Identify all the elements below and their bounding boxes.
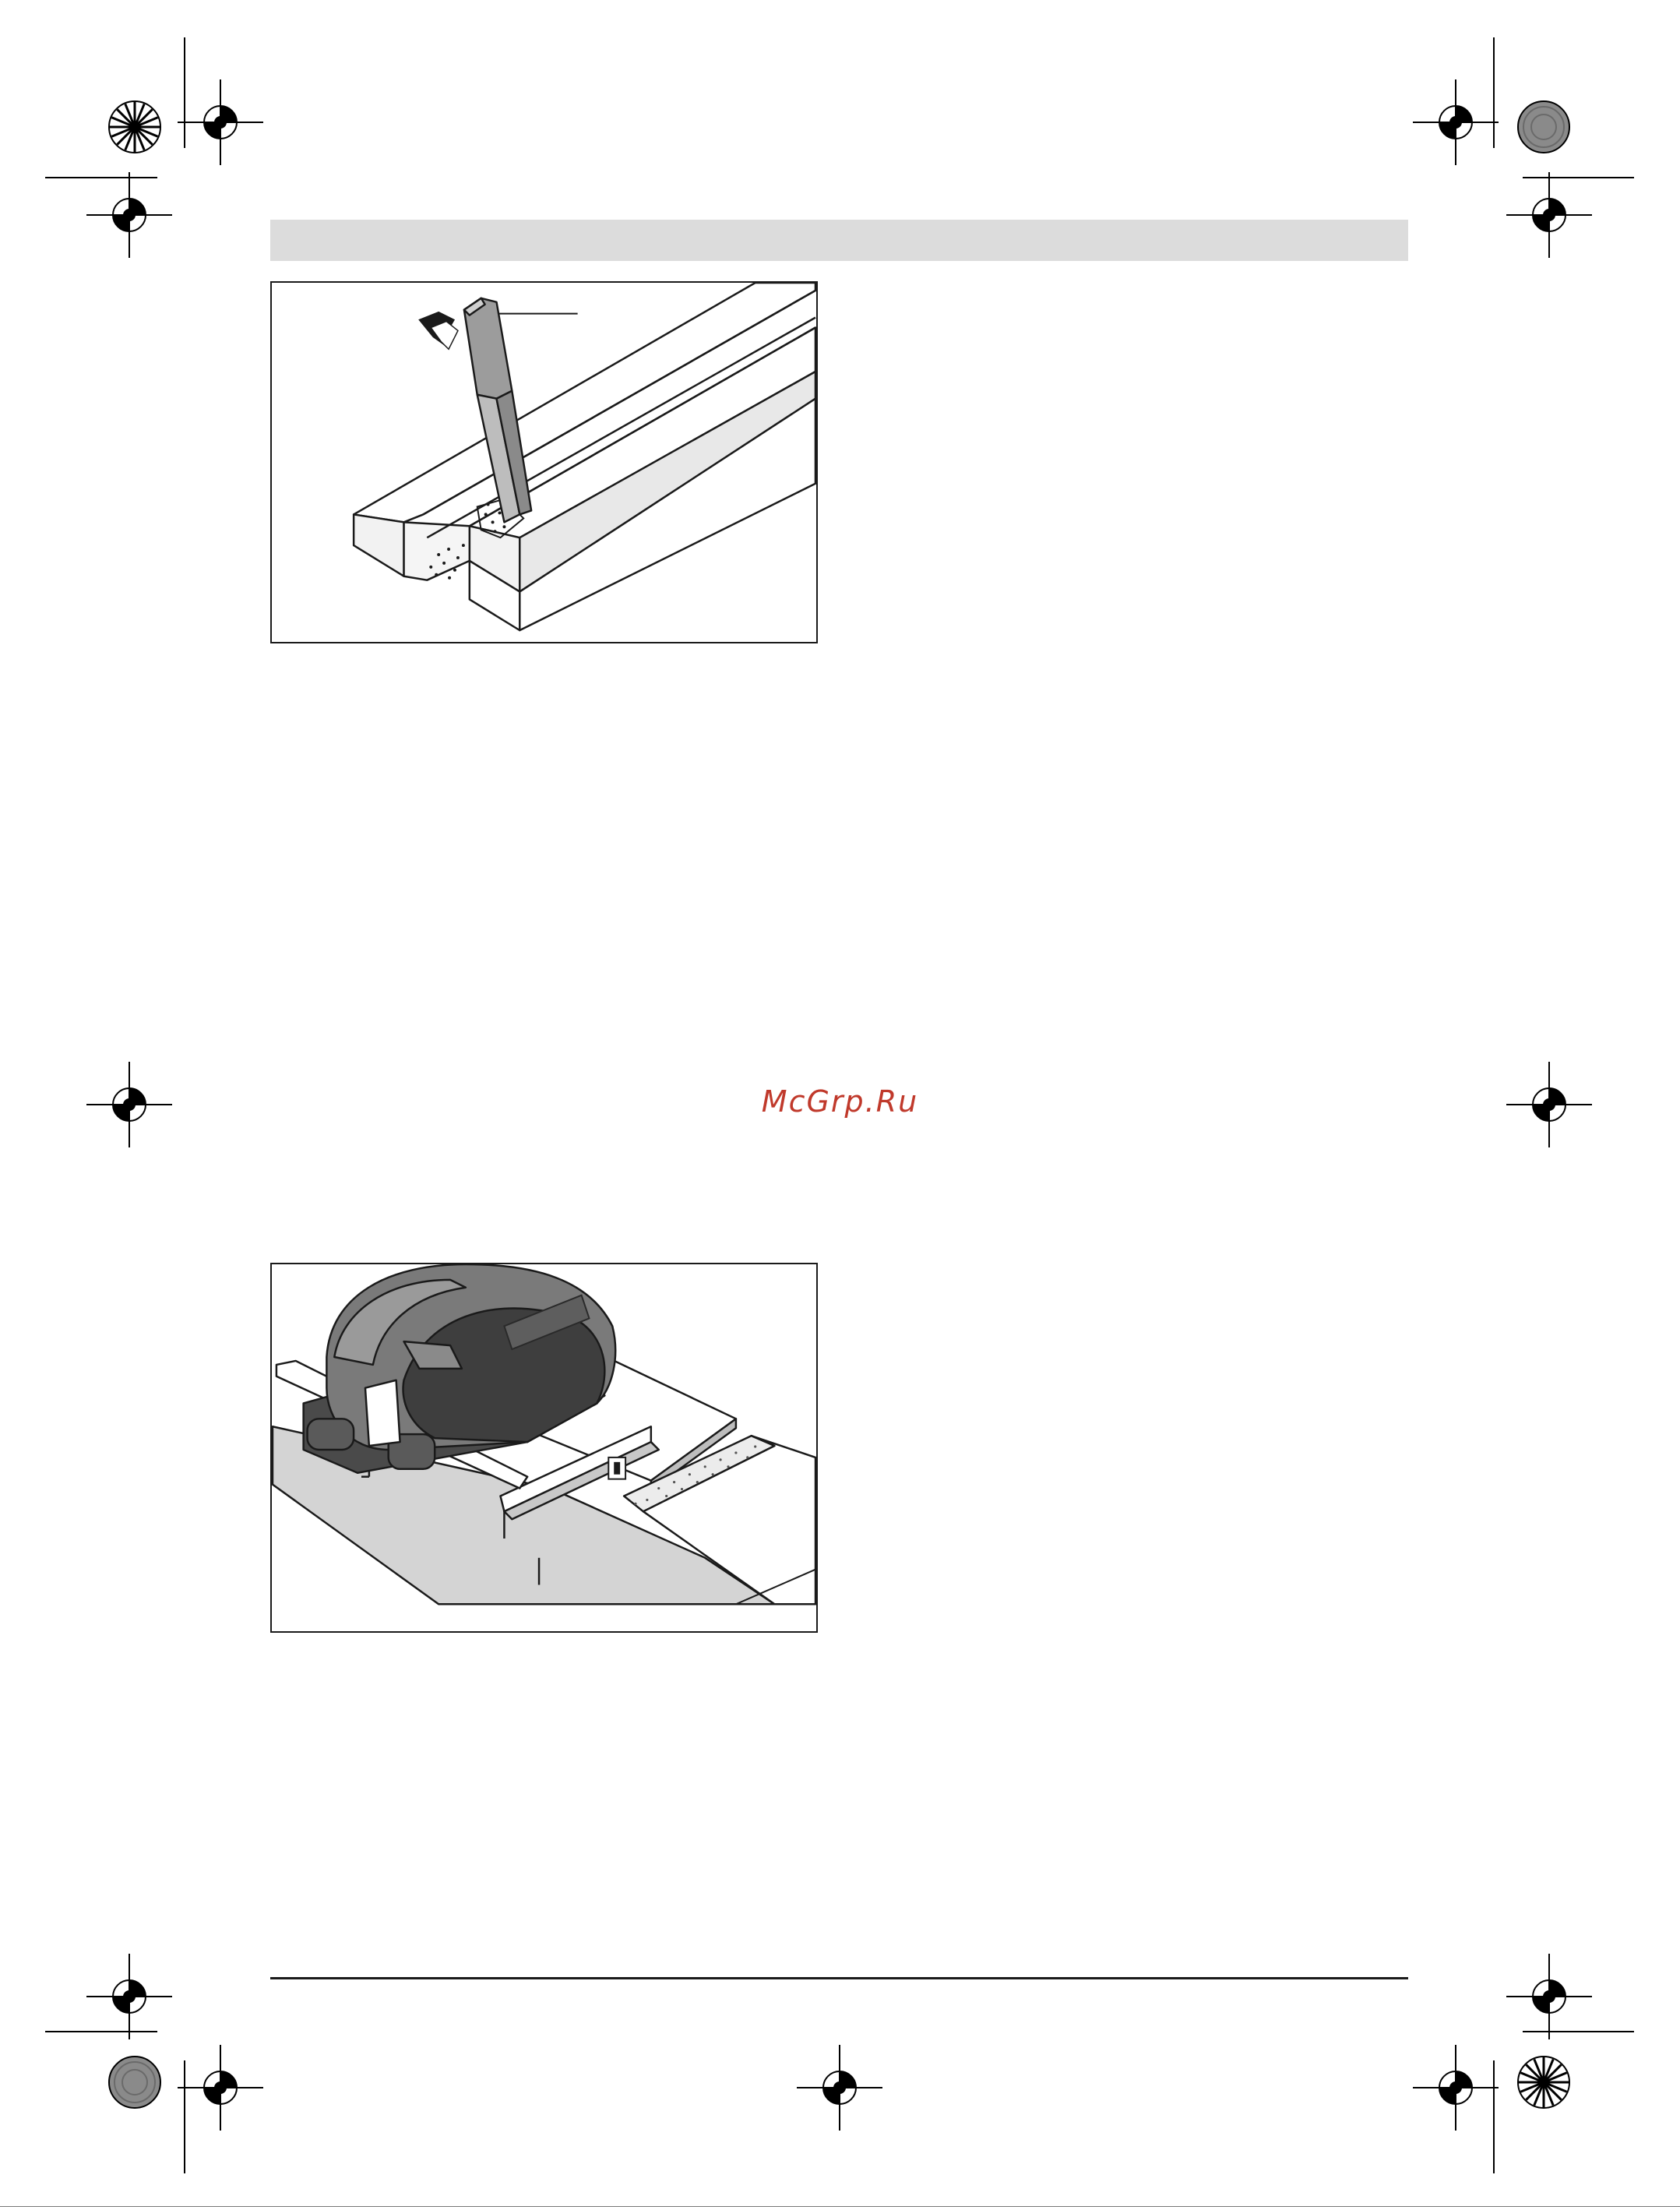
circular-saw-guide-rail-illustration-icon: [272, 1264, 816, 1631]
watermark-text: McGrp.Ru: [761, 1084, 919, 1119]
chisel-groove-illustration-icon: [272, 283, 816, 642]
header-band: [270, 220, 1408, 261]
figure-circular-saw: [270, 1263, 818, 1633]
footer-rule: [270, 1977, 1408, 1979]
bottom-edge-line: [0, 2206, 1680, 2207]
figure-chisel-groove: [270, 281, 818, 643]
